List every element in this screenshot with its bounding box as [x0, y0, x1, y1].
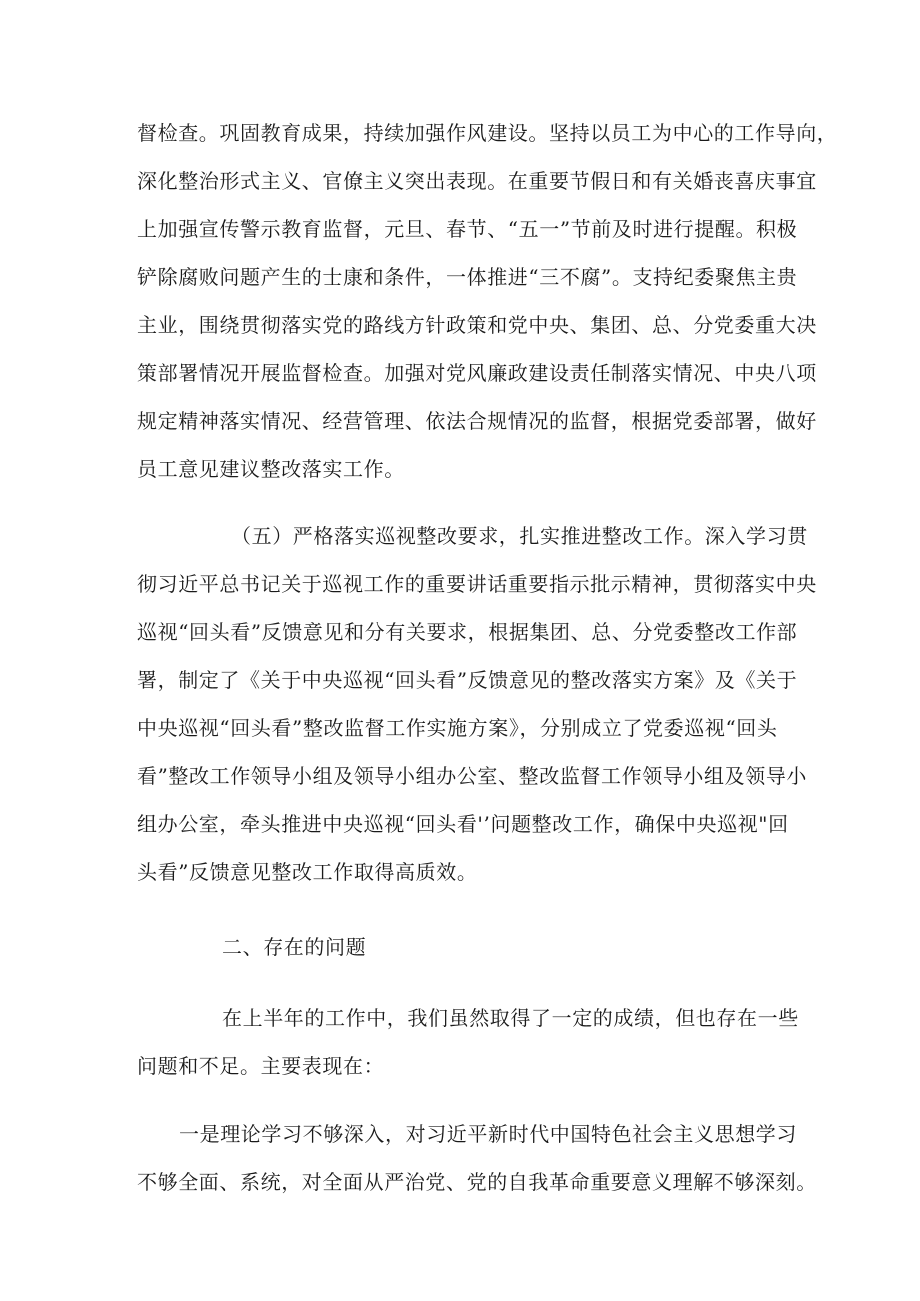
- text-line: 组办公室，牵头推进中央巡视“回头看'’问题整改工作，确保中央巡视"回: [137, 812, 789, 836]
- text-line: 巡视“回头看”反馈意见和分有关要求，根据集团、总、分党委整改工作部: [137, 620, 798, 644]
- text-line: 头看”反馈意见整改工作取得高质效。: [137, 860, 478, 884]
- text-line: 在上半年的工作中，我们虽然取得了一定的成绩，但也存在一些: [222, 1006, 799, 1030]
- text-line: 主业，围绕贯彻落实党的路线方针政策和党中央、集团、总、分党委重大决: [137, 313, 817, 337]
- text-line: 中央巡视“回头看”整改监督工作实施方案》，分别成立了党委巡视“回头: [137, 716, 778, 740]
- text-line: 不够全面、系统，对全面从严治党、党的自我革命重要意义理解不够深刻。: [137, 1170, 817, 1194]
- text-line: 署，制定了《关于中央巡视“回头看”反馈意见的整改落实方案》及《关于: [137, 668, 798, 692]
- text-line: 问题和不足。主要表现在：: [137, 1054, 385, 1078]
- section-heading: 二、存在的问题: [222, 935, 367, 959]
- text-line: 看”整改工作领导小组及领导小组办公室、整改监督工作领导小组及领导小: [137, 764, 808, 788]
- text-line: 员工意见建议整改落实工作。: [137, 457, 405, 481]
- text-line: 一是理论学习不够深入，对习近平新时代中国特色社会主义思想学习: [179, 1122, 797, 1146]
- text-line: 上加强宣传警示教育监督，元旦、春节、“五一”节前及时进行提醒。积极: [137, 217, 798, 241]
- text-line: 深化整治形式主义、官僚主义突出表现。在重要节假日和有关婚丧喜庆事宜: [137, 169, 817, 193]
- text-line: 铲除腐败问题产生的士康和条件，一体推进“三不腐”。支持纪委聚焦主贵: [137, 265, 798, 289]
- text-line: （五）严格落实巡视整改要求，扎实推进整改工作。深入学习贯: [231, 524, 808, 548]
- text-line: 督检查。巩固教育成果，持续加强作风建设。坚持以员工为中心的工作导向，: [137, 121, 838, 145]
- text-line: 彻习近平总书记关于巡视工作的重要讲话重要指示批示精神，贯彻落实中央: [137, 572, 817, 596]
- text-line: 规定精神落实情况、经营管理、依法合规情况的监督，根据党委部署，做好: [137, 409, 817, 433]
- text-line: 策部署情况开展监督检查。加强对党风廉政建设责任制落实情况、中央八项: [137, 361, 817, 385]
